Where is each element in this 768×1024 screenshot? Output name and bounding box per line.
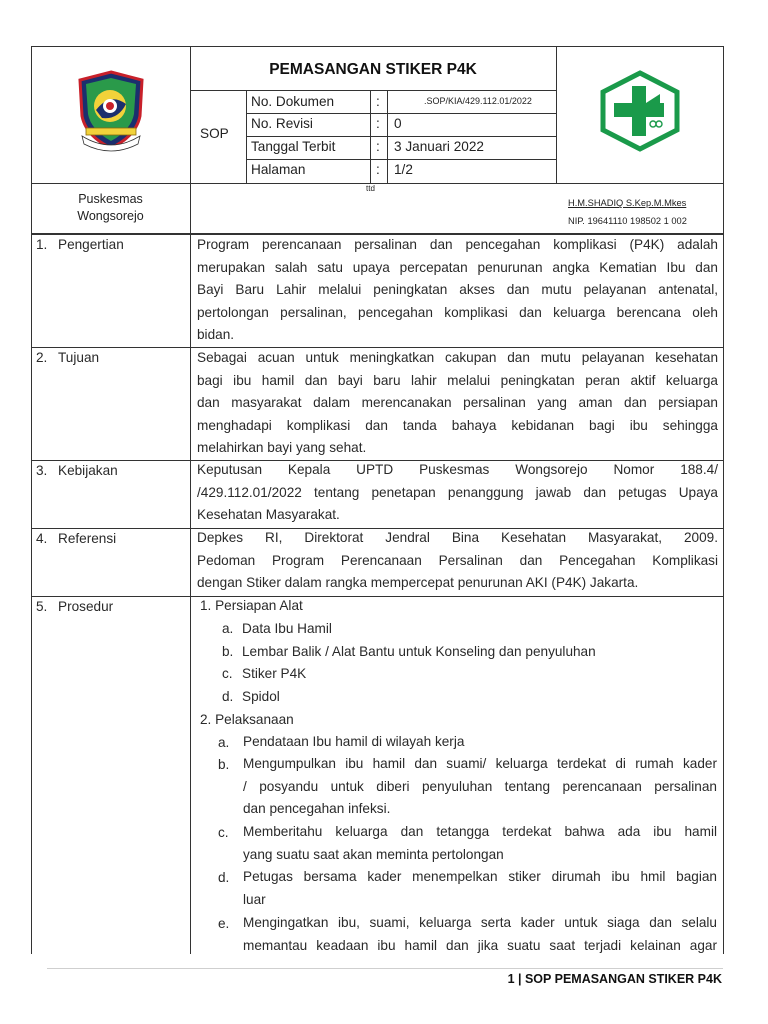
header-divider — [190, 90, 556, 91]
meta-value: 1/2 — [394, 162, 413, 177]
signer-nip: NIP. 19641110 198502 1 002 — [568, 216, 687, 226]
section-label-pengertian: 1. Pengertian — [36, 237, 124, 252]
list-item: c. — [218, 825, 229, 840]
section-label-kebijakan: 3. Kebijakan — [36, 463, 118, 478]
list-item: b. — [218, 757, 230, 772]
content-divider — [190, 234, 191, 954]
meta-divider — [246, 113, 556, 114]
section-label-referensi: 4. Referensi — [36, 531, 117, 546]
section-label-tujuan: 2. Tujuan — [36, 350, 100, 365]
meta-label: No. Dokumen — [251, 94, 335, 109]
list-item: a. Data Ibu Hamil — [222, 621, 332, 636]
section-label-prosedur: 5. Prosedur — [36, 599, 114, 614]
org-name-line1: Puskesmas — [78, 192, 143, 206]
meta-value: 0 — [394, 116, 402, 131]
section-text-pengertian: Program perencanaan persalinan dan pencegahan komplikasi (P4K) adalah merupakan salah satu upaya percepatan penurunan angka Kematian Ibu dan Bayi Baru Lahir melalui peningkatan akses dan mutu pelayanan antenatal, pertolongan persalinan, pencegahan komplikasi dan keluarga berencana oleh bidan. — [197, 237, 718, 342]
meta-sep: : — [376, 116, 380, 131]
list-item: e. — [218, 916, 230, 931]
puskesmas-logo — [598, 70, 682, 152]
list-item: c. Stiker P4K — [222, 666, 307, 681]
meta-label: Tanggal Terbit — [251, 139, 336, 154]
meta-label: Halaman — [251, 162, 306, 177]
list-item: a. — [218, 735, 230, 750]
list-item: b. Lembar Balik / Alat Bantu untuk Konseling dan penyuluhan — [222, 644, 596, 659]
procedure-step-title: 1. Persiapan Alat — [200, 598, 303, 613]
signature-placeholder: ttd — [366, 184, 375, 193]
section-text-kebijakan: Keputusan Kepala UPTD Puskesmas Wongsorejo Nomor 188.4/ /429.112.01/2022 tentang penetapan penanggung jawab dan petugas Upaya Kesehatan Masyarakat. — [197, 462, 718, 522]
meta-value: 3 Januari 2022 — [394, 139, 484, 154]
list-item: d. — [218, 870, 230, 885]
header-divider — [556, 46, 557, 183]
signer-name: H.M.SHADIQ S.Kep.M.Mkes — [568, 198, 687, 208]
page-footer: 1 | SOP PEMASANGAN STIKER P4K — [507, 972, 722, 986]
footer-rule — [47, 968, 723, 969]
procedure-step-title: 2. Pelaksanaan — [200, 712, 294, 727]
list-item-text: Petugas bersama kader menempelkan stiker dirumah ibu hmil bagian luar — [243, 869, 717, 907]
meta-divider — [246, 159, 556, 160]
list-item-text: Mengumpulkan ibu hamil dan suami/ keluarga terdekat di rumah kader / posyandu untuk diberi penyuluhan tentang perencanaan persalinan dan pencegahan infeksi. — [243, 756, 717, 816]
meta-divider — [246, 136, 556, 137]
section-text-referensi: Depkes RI, Direktorat Jendral Bina Kesehatan Masyarakat, 2009. Pedoman Program Perencanaan Persalinan dan Pencegahan Komplikasi dengan Stiker dalam rangka mempercepat penurunan AKI (P4K) Jakarta. — [197, 530, 718, 590]
meta-sep: : — [376, 162, 380, 177]
list-item-text: Mengingatkan ibu, suami, keluarga serta kader untuk siaga dan selalu memantau keadaan ibu hamil dan jika suatu saat terjadi kelainan agar — [243, 915, 717, 953]
list-item-text: Pendataan Ibu hamil di wilayah kerja — [243, 734, 465, 749]
meta-value: .SOP/KIA/429.112.01/2022 — [424, 96, 532, 106]
meta-label: No. Revisi — [251, 116, 313, 131]
row-divider — [31, 596, 724, 597]
list-item: d. Spidol — [222, 689, 280, 704]
list-item-text: Memberitahu keluarga dan tetangga terdekat bahwa ada ibu hamil yang suatu saat akan meminta pertolongan — [243, 824, 717, 862]
sop-label: SOP — [200, 126, 229, 141]
org-name-line2: Wongsorejo — [77, 209, 144, 223]
regency-logo — [76, 70, 146, 152]
meta-sep: : — [376, 139, 380, 154]
section-text-tujuan: Sebagai acuan untuk meningkatkan cakupan dan mutu pelayanan kesehatan bagi ibu hamil dan bayi baru lahir melalui peningkatan peran aktif keluarga dan masyarakat dalam merencanakan persalinan yang aman dan persiapan menghadapi komplikasi dan tanda bahaya kebidanan bagi ibu sehingga melahirkan bayi yang sehat. — [197, 350, 718, 455]
header-divider — [31, 183, 724, 184]
meta-sep: : — [376, 94, 380, 109]
document-title: PEMASANGAN STIKER P4K — [269, 61, 477, 78]
